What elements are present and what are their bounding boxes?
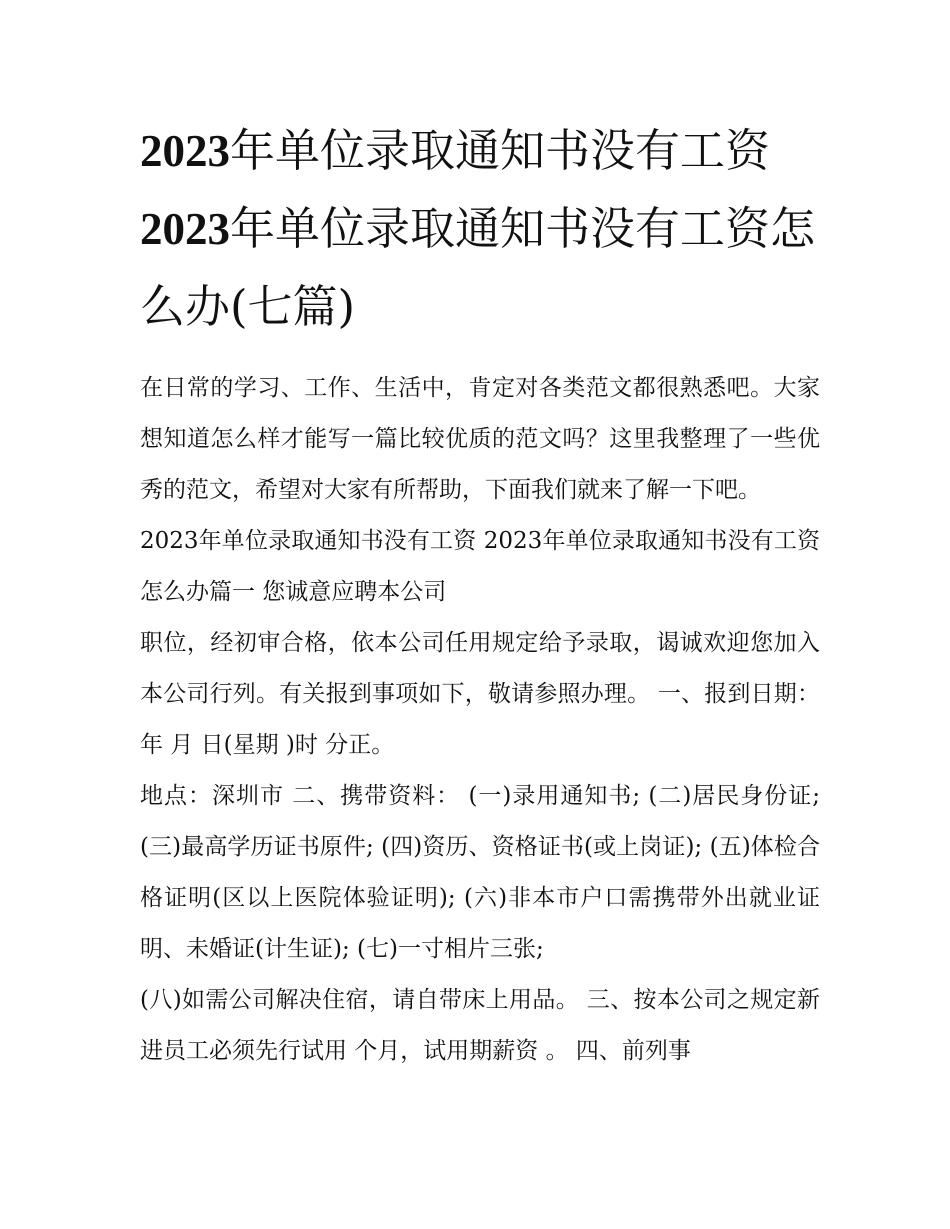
title-year-2: 2023 bbox=[140, 204, 230, 254]
intro-paragraph: 在日常的学习、工作、生活中，肯定对各类范文都很熟悉吧。大家想知道怎么样才能写一篇比较优质的范文吗？这里我整理了一些优秀的范文，希望对大家有所帮助，下面我们就来了解一下吧。 bbox=[140, 375, 820, 503]
body-paragraph-materials: 地点：深圳市 二、携带资料： (一)录用通知书; (二)居民身份证; (三)最高学历证书原件; (四)资历、资格证书(或上岗证); (五)体检合格证明(区以上医院体验证明); (六)非本市户口需携带外出就业证明、未婚证(计生证); (七)一寸相片三张; bbox=[140, 783, 820, 962]
title-text-2: 年单位录取通知书没有工资怎么办(七篇) bbox=[140, 202, 816, 333]
title-text-1: 年单位录取通知书没有工资 bbox=[230, 124, 771, 177]
document-title bbox=[140, 112, 820, 345]
title-year-1: 2023 bbox=[140, 126, 230, 176]
document-page bbox=[140, 112, 820, 1077]
section-heading-paragraph: 2023年单位录取通知书没有工资 2023年单位录取通知书没有工资怎么办篇一 您诚意应聘本公司 bbox=[140, 528, 820, 605]
body-paragraph-position: 职位，经初审合格，依本公司任用规定给予录取，谒诚欢迎您加入本公司行列。有关报到事项如下，敬请参照办理。 一、报到日期： 年 月 日(星期 )时 分正。 bbox=[140, 630, 820, 758]
body-paragraph-probation: (八)如需公司解决住宿，请自带床上用品。 三、按本公司之规定新进员工必须先行试用 个月，试用期薪资 。 四、前列事 bbox=[140, 987, 820, 1064]
